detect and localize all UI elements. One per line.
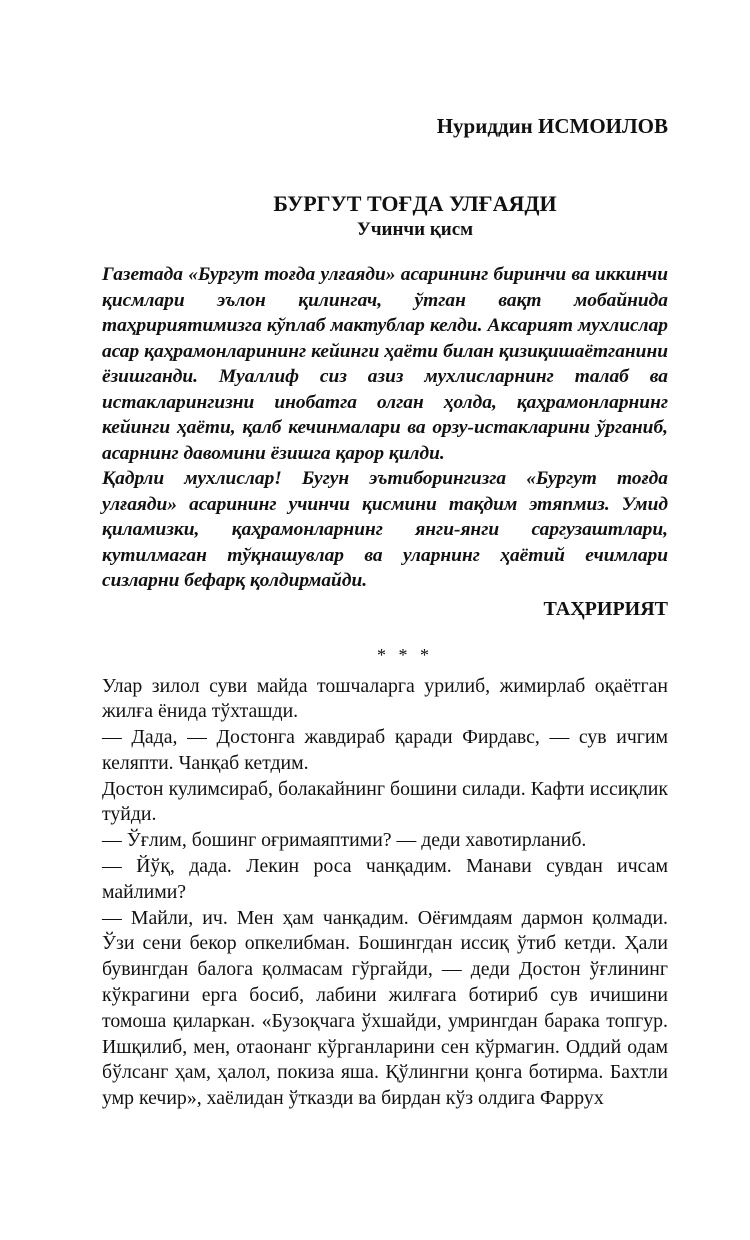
intro-paragraph: Газетада «Бургут тоғда улғаяди» асарининг биринчи ва иккинчи қисмлари эълон қилингач, ўтган вақт мобайнида таҳририятимизга кўплаб мактублар келди. Аксарият мухлислар асар қаҳрамонларининг кейинги ҳаёти билан қизиқишаётганини ёзишганди. Муаллиф сиз азиз мухлисларнинг талаб ва истакларингизни инобатга олган ҳолда, қаҳрамонларнинг кейинги ҳаёти, қалб кечинмалари ва орзу-истакларини ўрганиб, асарнинг давомини ёзишга қарор қилди.	[102, 264, 668, 464]
author-name: Нуриддин ИСМОИЛОВ	[436, 114, 668, 138]
section-separator: * * *	[377, 644, 433, 665]
story-paragraph: — Дада, — Достонга жавдираб қаради Фирдавс, — сув ичгим келяпти. Чанқаб кетдим.	[102, 726, 668, 774]
page-content	[102, 112, 668, 1112]
story-paragraph: — Майли, ич. Мен ҳам чанқадим. Оёғимдаям дармон қолмади. Ўзи сени бекор опкелибман. Бошингдан иссиқ ўтиб кетди. Ҳали бувингдан балога қолмасам гўргайди, — деди Достон ўғлининг кўкрагини ерга босиб, лабини жилғага ботириб сув ичишини томоша қиларкан. «Бузоқчага ўхшайди, умрингдан барака топгур. Ишқилиб, мен, отаонанг кўрганларини сен кўрмагин. Оддий одам бўлсанг ҳам, ҳалол, покиза яша. Қўлингни қонга ботирма. Бахтли умр кечир», хаёлидан ўтказди ва бирдан кўз олдига Фаррух	[102, 906, 668, 1110]
story-text	[102, 674, 668, 1113]
story-paragraph: Достон кулимсираб, болакайнинг бошини силади. Кафти иссиқлик туйди.	[102, 777, 668, 826]
editorial-intro	[102, 262, 668, 622]
editorial-signature: ТАҲРИРИЯТ	[543, 597, 668, 620]
intro-paragraph: Қадрли мухлислар! Бугун эътиборингизга «Бургут тоғда улғаяди» асарининг учинчи қисмини тақдим этяпмиз. Умид қиламизки, қаҳрамонларнинг янги-янги саргузаштлари, кутилмаган тўқнашувлар ва уларнинг ҳаётий ечимлари сизларни бефарқ қолдирмайди.	[102, 468, 668, 591]
story-paragraph: — Ўғлим, бошинг оғримаяптими? — деди хавотирланиб.	[102, 829, 587, 852]
article-subtitle: Учинчи қисм	[356, 219, 474, 240]
story-paragraph: Улар зилол суви майда тошчаларга урилиб, жимирлаб оқаётган жилға ёнида тўхташди.	[102, 674, 668, 723]
story-paragraph: — Йўқ, дада. Лекин роса чанқадим. Манави сувдан ичсам майлими?	[102, 855, 668, 903]
article-title: БУРГУТ ТОҒДА УЛҒАЯДИ	[273, 191, 557, 216]
